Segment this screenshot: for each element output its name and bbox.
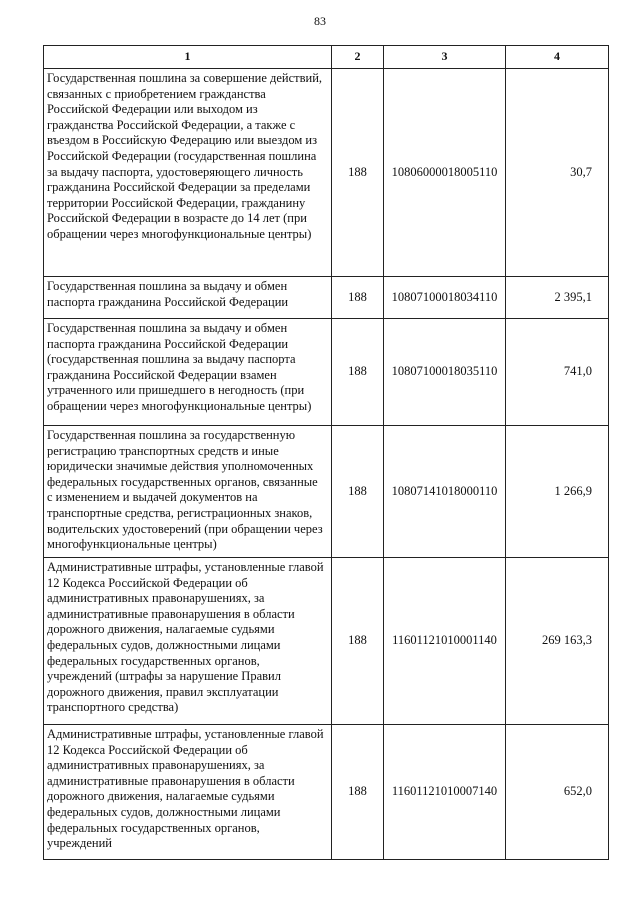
table-row [44,319,609,426]
row-description: Административные штрафы, установленные главой 12 Кодекса Российской Федерации об административных правонарушениях, за административные правонарушения в области дорожного движения, налагаемые судьями федеральных судов, должностными лицами федеральных государственных органов, учреждений (штрафы за нарушение Правил дорожного движения, правил эксплуатации транспортного средства) [44,558,332,725]
row-budget-code: 11601121010007140 [384,725,506,860]
row-admin-code: 188 [332,558,384,725]
table-row [44,558,609,725]
revenue-table [43,45,609,860]
page-number: 83 [314,14,326,28]
row-amount: 30,7 [506,69,609,277]
header-col-2: 2 [332,46,384,69]
header-col-1: 1 [44,46,332,69]
header-col-3: 3 [384,46,506,69]
row-amount: 652,0 [506,725,609,860]
table-row [44,725,609,860]
row-budget-code: 10807100018034110 [384,277,506,319]
row-admin-code: 188 [332,426,384,558]
row-description-cell [44,725,332,860]
header-row [44,46,609,69]
row-budget-code: 10807100018035110 [384,319,506,426]
row-budget-code: 10807141018000110 [384,426,506,558]
row-admin-code: 188 [332,277,384,319]
row-budget-code: 10806000018005110 [384,69,506,277]
row-description: Государственная пошлина за совершение действий, связанных с приобретением гражданства Российской Федерации или выходом из гражданства Российской Федерации, а также с въездом в Российскую Федерацию или выездом из Российской Федерации (государственная пошлина за выдачу паспорта, удостоверяющего личность гражданина Российской Федерации за пределами территории Российской Федерации, гражданину Российской Федерации в возрасте до 14 лет (при обращении через многофункциональные центры) [44,69,332,277]
table-row [44,426,609,558]
row-description: Государственная пошлина за выдачу и обмен паспорта гражданина Российской Федерации [44,277,332,319]
row-budget-code: 11601121010001140 [384,558,506,725]
row-amount: 2 395,1 [506,277,609,319]
table-row [44,69,609,277]
row-amount: 741,0 [506,319,609,426]
row-description: Государственная пошлина за выдачу и обмен паспорта гражданина Российской Федерации (государственная пошлина за выдачу паспорта гражданина Российской Федерации взамен утраченного или пришедшего в негодность (при обращении через многофункциональные центры) [44,319,332,426]
row-amount: 1 266,9 [506,426,609,558]
row-admin-code: 188 [332,319,384,426]
header-col-4: 4 [506,46,609,69]
row-amount: 269 163,3 [506,558,609,725]
row-description: Административные штрафы, установленные главой 12 Кодекса Российской Федерации об административных правонарушениях, за административные правонарушения в области дорожного движения, налагаемые судьями федеральных судов, должностными лицами федеральных государственных органов, учреждений [47,727,324,851]
table-row [44,277,609,319]
row-admin-code: 188 [332,69,384,277]
row-description: Государственная пошлина за государственную регистрацию транспортных средств и иные юридически значимые действия уполномоченных федеральных государственных органов, связанные с изменением и выдачей документов на транспортные средства, регистрационных знаков, водительских удостоверений (при обращении через многофункциональные центры) [44,426,332,558]
row-admin-code: 188 [332,725,384,860]
